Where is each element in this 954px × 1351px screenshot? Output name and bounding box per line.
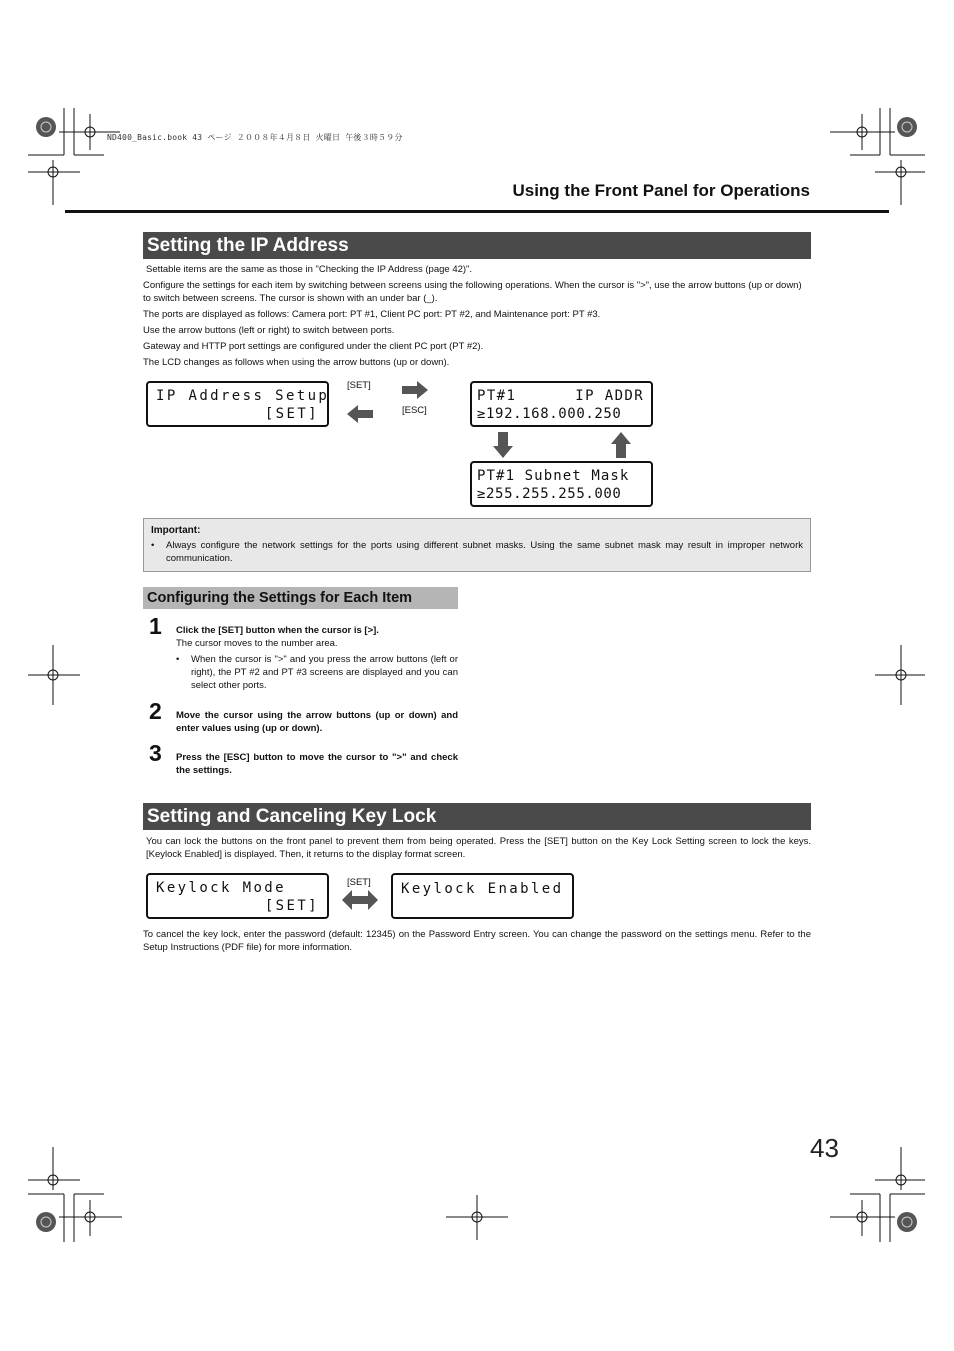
esc-button-label: [ESC] xyxy=(402,405,427,416)
page-header-title: Using the Front Panel for Operations xyxy=(512,181,810,200)
lcd-ip-address-setup xyxy=(146,381,329,427)
paragraph: You can lock the buttons on the front panel to prevent them from being operated. Press the [SET] button on the Key Lock Setting screen to lock the keys. [Keylock Enabled] is displayed. Then, it returns to the display format screen. xyxy=(146,836,811,860)
step-number: 3 xyxy=(149,740,162,766)
important-text: • Always configure the network settings for the ports using different subnet masks. Using the same subnet mask may result in improper network communication. xyxy=(151,539,803,565)
step-1-content xyxy=(176,624,458,692)
page-number: 43 xyxy=(810,1133,839,1163)
lcd-line-1: PT#1 Subnet Mask xyxy=(477,468,630,484)
step-number: 2 xyxy=(149,698,162,724)
paragraph: The LCD changes as follows when using the arrow buttons (up or down). xyxy=(143,357,450,368)
paragraph: Use the arrow buttons (left or right) to switch between ports. xyxy=(143,325,395,336)
step-3-instruction: Press the [ESC] button to move the cursor to ">" and check the settings. xyxy=(176,752,458,776)
step-1-instruction: Click the [SET] button when the cursor is [>]. xyxy=(176,625,379,636)
lcd-line-2: ≥255.255.255.000 xyxy=(477,486,622,502)
step-1-result: The cursor moves to the number area. xyxy=(176,638,338,649)
lcd-line-2: [SET] xyxy=(264,406,319,422)
arrow-down-icon xyxy=(493,432,513,458)
double-arrow-icon xyxy=(342,890,378,910)
set-button-label: [SET] xyxy=(347,877,371,888)
arrow-left-icon xyxy=(347,405,373,423)
key-lock-intro xyxy=(143,835,811,864)
paragraph: Gateway and HTTP port settings are configured under the client PC port (PT #2). xyxy=(143,341,484,352)
lcd-line-2: ≥192.168.000.250 xyxy=(477,406,622,422)
paragraph: The ports are displayed as follows: Camera port: PT #1, Client PC port: PT #2, and Maintenance port: PT #3. xyxy=(143,309,601,320)
important-note xyxy=(143,518,811,572)
set-button-label: [SET] xyxy=(347,380,371,391)
section-title-ip-address: Setting the IP Address xyxy=(143,232,811,259)
important-title: Important: xyxy=(151,525,201,536)
lcd-line-1: IP Address Setup xyxy=(156,388,330,404)
lcd-ip-addr xyxy=(470,381,653,427)
lcd-keylock-enabled xyxy=(391,873,574,919)
step-2-instruction: Move the cursor using the arrow buttons (up or down) and enter values using (up or down). xyxy=(176,710,458,734)
paragraph: To cancel the key lock, enter the password (default: 12345) on the Password Entry screen. You can change the password on the settings menu. Refer to the Setup Instructions (PDF file) for more information. xyxy=(143,929,811,953)
step-1-bullet: • When the cursor is ">" and you press the arrow buttons (left or right), the PT #2 and PT #3 screens are displayed and you can select other ports. xyxy=(176,653,458,692)
arrow-right-icon xyxy=(402,381,428,399)
lcd-line-1: Keylock Enabled xyxy=(401,881,564,897)
paragraph: Configure the settings for each item by switching between screens using the following operations. When the cursor is ">", use the arrow buttons (up or down) to switch between screens. The cursor is shown with an under bar (_). xyxy=(143,280,802,304)
lcd-keylock-mode xyxy=(146,873,329,919)
lcd-line-1: PT#1 IP ADDR xyxy=(477,388,645,404)
step-2-content xyxy=(176,709,458,735)
header-rule xyxy=(65,210,889,213)
step-3-content xyxy=(176,751,458,777)
subsection-title: Configuring the Settings for Each Item xyxy=(143,587,458,609)
step-number: 1 xyxy=(149,613,162,639)
lcd-subnet-mask xyxy=(470,461,653,507)
lcd-line-1: Keylock Mode xyxy=(156,880,286,896)
paragraph: Settable items are the same as those in "Checking the IP Address (page 42)". xyxy=(146,264,473,275)
section-title-key-lock: Setting and Canceling Key Lock xyxy=(143,803,811,830)
section-ip-paragraphs xyxy=(143,263,811,372)
key-lock-outro xyxy=(143,928,811,957)
file-header: ND400_Basic.book 43 ページ ２００８年４月８日 火曜日 午後３時５９分 xyxy=(107,133,403,142)
lcd-line-2: [SET] xyxy=(264,898,319,914)
arrow-up-icon xyxy=(611,432,631,458)
